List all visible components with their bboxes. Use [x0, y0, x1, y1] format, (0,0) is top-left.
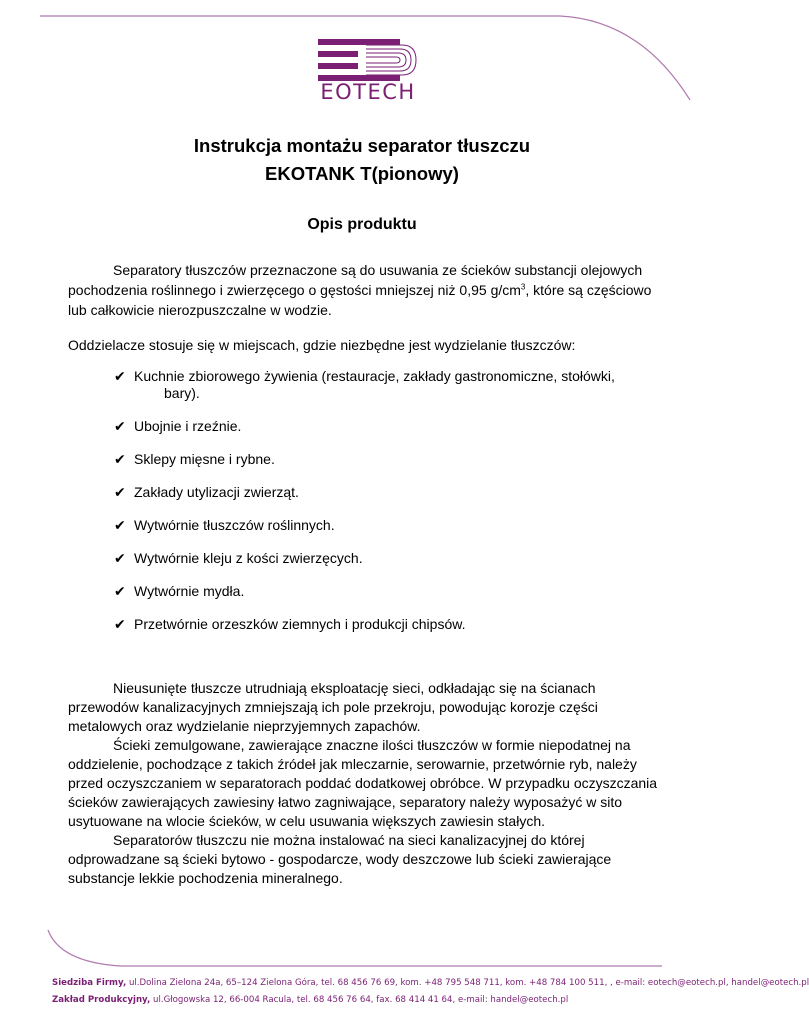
body-text: [68, 679, 658, 888]
footer-headquarters: Siedziba Firmy, ul.Dolina Zielona 24a, 65–124 Zielona Góra, tel. 68 456 76 69, kom. +48 795 548 711, kom. +48 784 100 511, , e-mail: eotech@eotech.pl, handel@eotech.pl: [52, 978, 809, 988]
superscript-exponent: 3: [520, 282, 526, 292]
list-item: [114, 484, 654, 501]
section-title: Opis produktu: [307, 216, 417, 233]
checkmark-icon: ✔: [114, 368, 126, 384]
list-item: [114, 583, 654, 600]
checkmark-icon: ✔: [114, 616, 126, 632]
list-item: [114, 418, 654, 435]
checkmark-icon: ✔: [114, 517, 126, 533]
body-paragraph: Separatorów tłuszczu nie można instalować na sieci kanalizacyjnej do której odprowadzane są ścieki bytowo - gospodarcze, wody deszczowe lub ścieki zawierające substancje lekkie pochodzenia mineralnego.: [68, 832, 612, 886]
footer-production-plant: Zakład Produkcyjny, ul.Głogowska 12, 66-004 Racula, tel. 68 456 76 64, fax. 68 414 41 64, e-mail: handel@eotech.pl: [52, 995, 569, 1005]
list-item: [114, 451, 654, 468]
list-item-text: Wytwórnie tłuszczów roślinnych.: [134, 517, 335, 533]
body-paragraph: Nieusunięte tłuszcze utrudniają eksploatację sieci, odkładając się na ścianach przewodów kanalizacyjnych zmniejszają ich pole przekroju, powodując korozje części metalowych oraz wydzielanie nieprzyjemnych zapachów.: [68, 680, 598, 734]
checkmark-icon: ✔: [114, 484, 126, 500]
application-list: [114, 368, 654, 649]
checkmark-icon: ✔: [114, 583, 126, 599]
list-item: [114, 517, 654, 534]
document-title-product: EKOTANK T(pionowy): [265, 163, 459, 184]
list-item-text-continued: bary).: [164, 385, 200, 401]
list-item-text: Wytwórnie kleju z kości zwierzęcych.: [134, 550, 363, 566]
list-item: [114, 368, 654, 402]
list-item-text: Przetwórnie orzeszków ziemnych i produkcji chipsów.: [134, 616, 466, 632]
list-item-text: Ubojnie i rzeźnie.: [134, 418, 242, 434]
list-item-text: Zakłady utylizacji zwierząt.: [134, 484, 299, 500]
checkmark-icon: ✔: [114, 451, 126, 467]
list-item-text: Kuchnie zbiorowego żywienia (restauracje, zakłady gastronomiczne, stołówki,: [134, 368, 615, 384]
usage-intro: Oddzielacze stosuje się w miejscach, gdzie niezbędne jest wydzielanie tłuszczów:: [68, 337, 576, 353]
logo-wordmark: EOTECH: [320, 80, 416, 104]
body-paragraph: Ścieki zemulgowane, zawierające znaczne ilości tłuszczów w formie niepodatnej na oddzielenie, pochodzące z takich źródeł jak mleczarnie, serowarnie, przetwórnie ryb, należy przed oczyszczaniem w separatorach poddać dodatkowej obróbce. W przypadku oczyszczania ścieków zawierających zawiesiny łatwo zagniwające, separatory należy wyposażyć w sito usytuowane na wlocie ścieków, w celu usuwania większych zawiesin stałych.: [68, 737, 658, 829]
document-title: Instrukcja montażu separator tłuszczu: [193, 135, 531, 156]
list-item: [114, 550, 654, 567]
list-item: [114, 616, 654, 633]
checkmark-icon: ✔: [114, 550, 126, 566]
intro-paragraph: Separatory tłuszczów przeznaczone są do usuwania ze ścieków substancji olejowych pochodzenia roślinnego i zwierzęcego o gęstości mniejszej niż 0,95 $g/cm^3$, które są częściowo lub całkowicie nierozpuszczalne w wodzie.: [68, 262, 652, 318]
checkmark-icon: ✔: [114, 418, 126, 434]
list-item-text: Wytwórnie mydła.: [134, 583, 245, 599]
list-item-text: Sklepy mięsne i rybne.: [134, 451, 275, 467]
